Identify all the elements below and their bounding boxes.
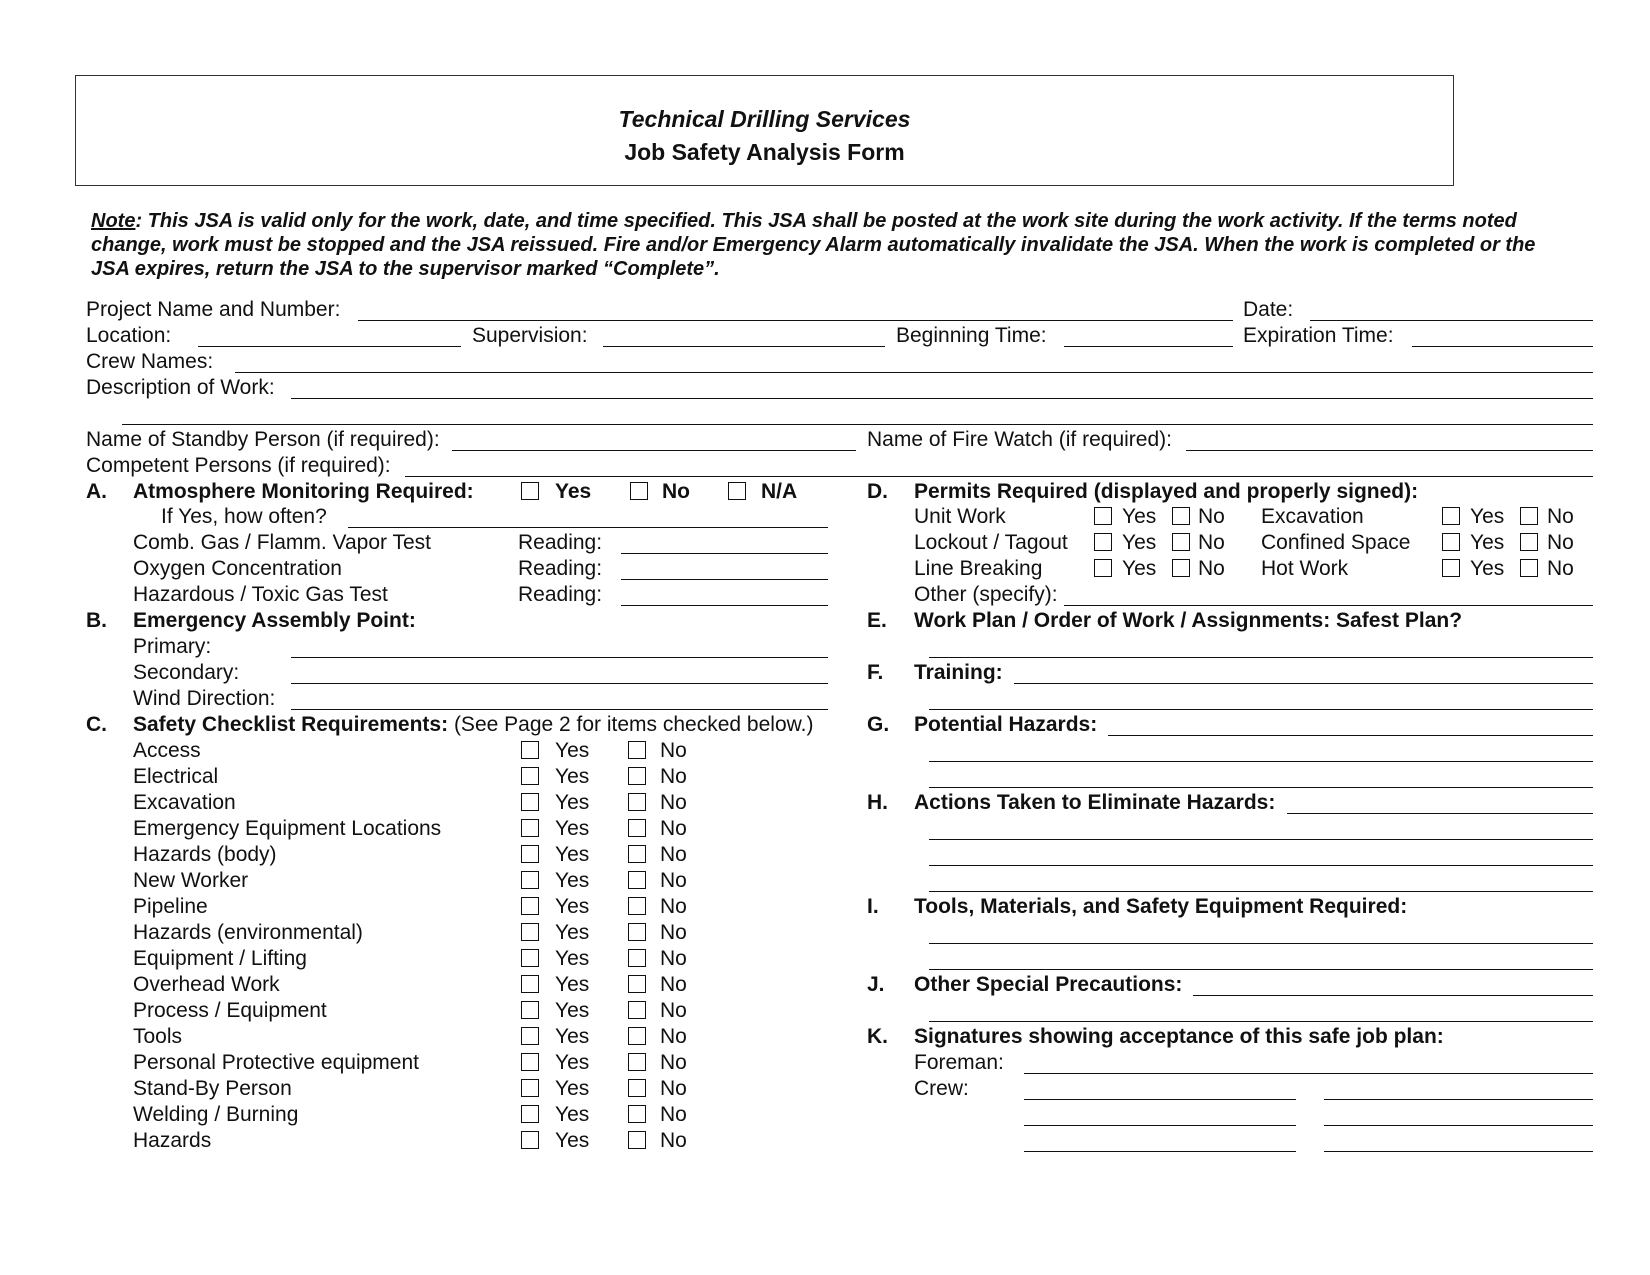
permit-no-label: No (1547, 531, 1574, 554)
checklist-no-checkbox[interactable] (628, 897, 646, 915)
test-label: Comb. Gas / Flamm. Vapor Test (133, 531, 431, 554)
atmosphere-no-label: No (662, 480, 690, 503)
checklist-yes-checkbox[interactable] (521, 1001, 539, 1019)
permit-yes-checkbox[interactable] (1094, 559, 1112, 577)
actions-field-line-2[interactable] (929, 839, 1593, 840)
checklist-yes-label: Yes (555, 739, 590, 762)
checklist-yes-checkbox[interactable] (521, 767, 539, 785)
checklist-item-label: Emergency Equipment Locations (133, 817, 442, 840)
date-field[interactable] (1310, 320, 1593, 321)
how-often-label: If Yes, how often? (161, 505, 327, 528)
checklist-yes-label: Yes (555, 1077, 590, 1100)
checklist-no-checkbox[interactable] (628, 1105, 646, 1123)
checklist-no-label: No (660, 921, 687, 944)
beginning-time-label: Beginning Time: (896, 324, 1047, 347)
note-text: : This JSA is valid only for the work, date, and time specified. This JSA shall be posted at the work site during the work activity. If the terms noted change, work must be stopped and the JSA reissued. Fire and/or Emergency Alarm automatically invalidate the JSA. When the work is completed or the JSA expires, return the JSA to the supervisor marked “Complete”. (91, 210, 1536, 280)
primary-field[interactable] (291, 657, 828, 658)
beginning-time-field[interactable] (1064, 346, 1233, 347)
checklist-yes-label: Yes (555, 1051, 590, 1074)
checklist-no-label: No (660, 791, 687, 814)
checklist-yes-checkbox[interactable] (521, 1027, 539, 1045)
fire-watch-field[interactable] (1186, 450, 1593, 451)
permit-yes-label: Yes (1470, 505, 1505, 528)
permit-yes-checkbox[interactable] (1442, 559, 1460, 577)
checklist-no-checkbox[interactable] (628, 975, 646, 993)
atmosphere-no-checkbox[interactable] (630, 482, 648, 500)
permit-yes-checkbox[interactable] (1442, 533, 1460, 551)
fire-watch-label: Name of Fire Watch (if required): (867, 428, 1172, 451)
validity-note (91, 209, 1571, 281)
checklist-yes-checkbox[interactable] (521, 1105, 539, 1123)
checklist-yes-label: Yes (555, 817, 590, 840)
permit-yes-checkbox[interactable] (1094, 533, 1112, 551)
checklist-no-checkbox[interactable] (628, 923, 646, 941)
permit-label: Hot Work (1261, 557, 1349, 580)
checklist-no-checkbox[interactable] (628, 1053, 646, 1071)
actions-field-line-3[interactable] (929, 865, 1593, 866)
checklist-yes-checkbox[interactable] (521, 845, 539, 863)
primary-label: Primary: (133, 635, 212, 658)
secondary-field[interactable] (291, 683, 828, 684)
wind-direction-label: Wind Direction: (133, 687, 276, 710)
checklist-item-label: Hazards (environmental) (133, 921, 363, 944)
checklist-no-checkbox[interactable] (628, 793, 646, 811)
checklist-no-checkbox[interactable] (628, 1027, 646, 1045)
checklist-yes-checkbox[interactable] (521, 1079, 539, 1097)
crew-signature-field[interactable] (1024, 1099, 1296, 1100)
other-permit-field[interactable] (1064, 605, 1593, 606)
checklist-yes-label: Yes (555, 973, 590, 996)
section-k-letter: K. (867, 1025, 888, 1048)
tools-field-line-2[interactable] (929, 969, 1593, 970)
checklist-no-label: No (660, 973, 687, 996)
location-field[interactable] (198, 346, 461, 347)
section-a-title: Atmosphere Monitoring Required: (133, 480, 474, 503)
checklist-yes-checkbox[interactable] (521, 871, 539, 889)
checklist-yes-checkbox[interactable] (521, 975, 539, 993)
checklist-item-label: Access (133, 739, 201, 762)
checklist-no-checkbox[interactable] (628, 741, 646, 759)
permit-no-checkbox[interactable] (1520, 533, 1538, 551)
atmosphere-yes-label: Yes (555, 480, 592, 503)
checklist-no-label: No (660, 1025, 687, 1048)
checklist-item-label: Electrical (133, 765, 219, 788)
checklist-item-label: New Worker (133, 869, 249, 892)
reading-field[interactable] (621, 579, 828, 580)
permit-label: Confined Space (1261, 531, 1411, 554)
section-i-letter: I. (867, 895, 879, 918)
checklist-no-checkbox[interactable] (628, 949, 646, 967)
checklist-no-label: No (660, 843, 687, 866)
checklist-yes-checkbox[interactable] (521, 741, 539, 759)
crew-names-field[interactable] (235, 372, 1593, 373)
checklist-no-label: No (660, 739, 687, 762)
checklist-yes-label: Yes (555, 999, 590, 1022)
section-a-letter: A. (86, 480, 107, 503)
section-d-letter: D. (867, 480, 888, 503)
checklist-yes-checkbox[interactable] (521, 897, 539, 915)
standby-label: Name of Standby Person (if required): (86, 428, 440, 451)
project-field[interactable] (358, 320, 1233, 321)
permit-no-label: No (1198, 557, 1225, 580)
crew-label: Crew: (914, 1077, 969, 1100)
section-f-letter: F. (867, 661, 884, 684)
permit-yes-label: Yes (1122, 505, 1157, 528)
permit-no-checkbox[interactable] (1172, 533, 1190, 551)
checklist-no-checkbox[interactable] (628, 1001, 646, 1019)
checklist-no-label: No (660, 817, 687, 840)
section-e-title: Work Plan / Order of Work / Assignments: Safest Plan? (914, 609, 1463, 632)
checklist-item-label: Tools (133, 1025, 183, 1048)
checklist-yes-checkbox[interactable] (521, 1053, 539, 1071)
section-e-letter: E. (867, 609, 887, 632)
permit-yes-label: Yes (1122, 531, 1157, 554)
checklist-no-label: No (660, 947, 687, 970)
checklist-no-label: No (660, 1103, 687, 1126)
checklist-item-label: Pipeline (133, 895, 208, 918)
checklist-item-label: Welding / Burning (133, 1103, 299, 1126)
checklist-item-label: Excavation (133, 791, 236, 814)
permit-yes-checkbox[interactable] (1442, 507, 1460, 525)
section-c-heading (133, 714, 813, 735)
checklist-no-label: No (660, 765, 687, 788)
checklist-no-checkbox[interactable] (628, 1079, 646, 1097)
checklist-no-label: No (660, 999, 687, 1022)
checklist-yes-label: Yes (555, 843, 590, 866)
crew-signature-field[interactable] (1324, 1151, 1593, 1152)
checklist-yes-label: Yes (555, 791, 590, 814)
section-j-title: Other Special Precautions: (914, 973, 1183, 996)
section-c-letter: C. (86, 713, 107, 736)
checklist-no-checkbox[interactable] (628, 871, 646, 889)
permit-label: Excavation (1261, 505, 1364, 528)
permit-no-checkbox[interactable] (1172, 507, 1190, 525)
checklist-no-label: No (660, 869, 687, 892)
permit-yes-label: Yes (1470, 531, 1505, 554)
checklist-item-label: Process / Equipment (133, 999, 327, 1022)
section-c-title: Safety Checklist Requirements: (133, 713, 449, 736)
test-label: Oxygen Concentration (133, 557, 342, 580)
competent-field[interactable] (405, 476, 1593, 477)
crew-signature-field[interactable] (1324, 1125, 1593, 1126)
checklist-item-label: Hazards (body) (133, 843, 277, 866)
checklist-item-label: Overhead Work (133, 973, 280, 996)
reading-label: Reading: (518, 557, 603, 580)
section-c-subtitle: (See Page 2 for items checked below.) (448, 713, 814, 736)
section-f-title: Training: (914, 661, 1003, 684)
atmosphere-na-label: N/A (761, 480, 798, 503)
tools-field[interactable] (929, 943, 1593, 944)
training-field-line-2[interactable] (929, 709, 1593, 710)
secondary-label: Secondary: (133, 661, 240, 684)
section-b-letter: B. (86, 609, 107, 632)
date-label: Date: (1243, 298, 1294, 321)
actions-field-line-4[interactable] (929, 891, 1593, 892)
section-k-title: Signatures showing acceptance of this safe job plan: (914, 1025, 1444, 1048)
description-field[interactable] (291, 398, 1593, 399)
actions-field[interactable] (1287, 813, 1593, 814)
checklist-yes-checkbox[interactable] (521, 949, 539, 967)
checklist-yes-label: Yes (555, 1025, 590, 1048)
atmosphere-na-checkbox[interactable] (728, 482, 746, 500)
checklist-item-label: Stand-By Person (133, 1077, 292, 1100)
project-label: Project Name and Number: (86, 298, 341, 321)
checklist-yes-label: Yes (555, 765, 590, 788)
checklist-item-label: Equipment / Lifting (133, 947, 307, 970)
section-j-letter: J. (867, 973, 885, 996)
crew-names-label: Crew Names: (86, 350, 214, 373)
company-title: Technical Drilling Services (618, 106, 911, 132)
checklist-no-checkbox[interactable] (628, 767, 646, 785)
permit-no-checkbox[interactable] (1172, 559, 1190, 577)
permit-label: Line Breaking (914, 557, 1043, 580)
crew-signature-field[interactable] (1324, 1099, 1593, 1100)
crew-signature-field[interactable] (1024, 1125, 1296, 1126)
checklist-yes-label: Yes (555, 1103, 590, 1126)
atmosphere-yes-checkbox[interactable] (521, 482, 539, 500)
standby-field[interactable] (452, 450, 856, 451)
note-label: Note (91, 210, 136, 232)
how-often-field[interactable] (348, 527, 828, 528)
supervision-field[interactable] (603, 346, 885, 347)
section-h-letter: H. (867, 791, 888, 814)
permit-no-checkbox[interactable] (1520, 507, 1538, 525)
checklist-yes-label: Yes (555, 895, 590, 918)
form-title: Job Safety Analysis Form (624, 139, 905, 165)
description-field-line-2[interactable] (122, 424, 1593, 425)
checklist-item-label: Hazards (133, 1129, 212, 1152)
permit-label: Unit Work (914, 505, 1006, 528)
permit-yes-checkbox[interactable] (1094, 507, 1112, 525)
checklist-yes-checkbox[interactable] (521, 793, 539, 811)
foreman-label: Foreman: (914, 1051, 1004, 1074)
potential-hazards-field[interactable] (1108, 735, 1593, 736)
reading-field[interactable] (621, 605, 828, 606)
expiration-time-field[interactable] (1412, 346, 1593, 347)
expiration-time-label: Expiration Time: (1243, 324, 1394, 347)
potential-hazards-field-line-2[interactable] (929, 761, 1593, 762)
checklist-no-label: No (660, 895, 687, 918)
checklist-no-label: No (660, 1129, 687, 1152)
checklist-yes-label: Yes (555, 921, 590, 944)
reading-label: Reading: (518, 531, 603, 554)
section-b-title: Emergency Assembly Point: (133, 609, 416, 632)
section-i-title: Tools, Materials, and Safety Equipment Required: (914, 895, 1408, 918)
crew-signature-field[interactable] (1024, 1151, 1296, 1152)
permit-no-label: No (1198, 505, 1225, 528)
description-label: Description of Work: (86, 376, 275, 399)
checklist-item-label: Personal Protective equipment (133, 1051, 419, 1074)
permit-no-checkbox[interactable] (1520, 559, 1538, 577)
checklist-yes-label: Yes (555, 947, 590, 970)
other-permit-label: Other (specify): (914, 583, 1058, 606)
checklist-no-checkbox[interactable] (628, 845, 646, 863)
training-field[interactable] (1014, 683, 1593, 684)
checklist-yes-checkbox[interactable] (521, 1131, 539, 1149)
section-g-letter: G. (867, 713, 890, 736)
location-label: Location: (86, 324, 172, 347)
checklist-no-checkbox[interactable] (628, 819, 646, 837)
checklist-no-label: No (660, 1051, 687, 1074)
supervision-label: Supervision: (472, 324, 588, 347)
section-h-title: Actions Taken to Eliminate Hazards: (914, 791, 1276, 814)
permit-yes-label: Yes (1470, 557, 1505, 580)
precautions-field[interactable] (1193, 995, 1593, 996)
permit-no-label: No (1547, 557, 1574, 580)
checklist-yes-checkbox[interactable] (521, 923, 539, 941)
permit-label: Lockout / Tagout (914, 531, 1068, 554)
wind-direction-field[interactable] (291, 709, 828, 710)
precautions-field-line-2[interactable] (929, 1021, 1593, 1022)
reading-label: Reading: (518, 583, 603, 606)
competent-label: Competent Persons (if required): (86, 454, 391, 477)
form-header-box (75, 75, 1454, 186)
test-label: Hazardous / Toxic Gas Test (133, 583, 388, 606)
permit-no-label: No (1198, 531, 1225, 554)
checklist-no-label: No (660, 1077, 687, 1100)
reading-field[interactable] (621, 553, 828, 554)
checklist-yes-checkbox[interactable] (521, 819, 539, 837)
checklist-yes-label: Yes (555, 1129, 590, 1152)
work-plan-field[interactable] (929, 657, 1593, 658)
section-g-title: Potential Hazards: (914, 713, 1098, 736)
potential-hazards-field-line-3[interactable] (929, 787, 1593, 788)
permit-no-label: No (1547, 505, 1574, 528)
checklist-yes-label: Yes (555, 869, 590, 892)
checklist-no-checkbox[interactable] (628, 1131, 646, 1149)
permit-yes-label: Yes (1122, 557, 1157, 580)
section-d-title: Permits Required (displayed and properly signed): (914, 480, 1419, 503)
foreman-signature-field[interactable] (1024, 1073, 1593, 1074)
